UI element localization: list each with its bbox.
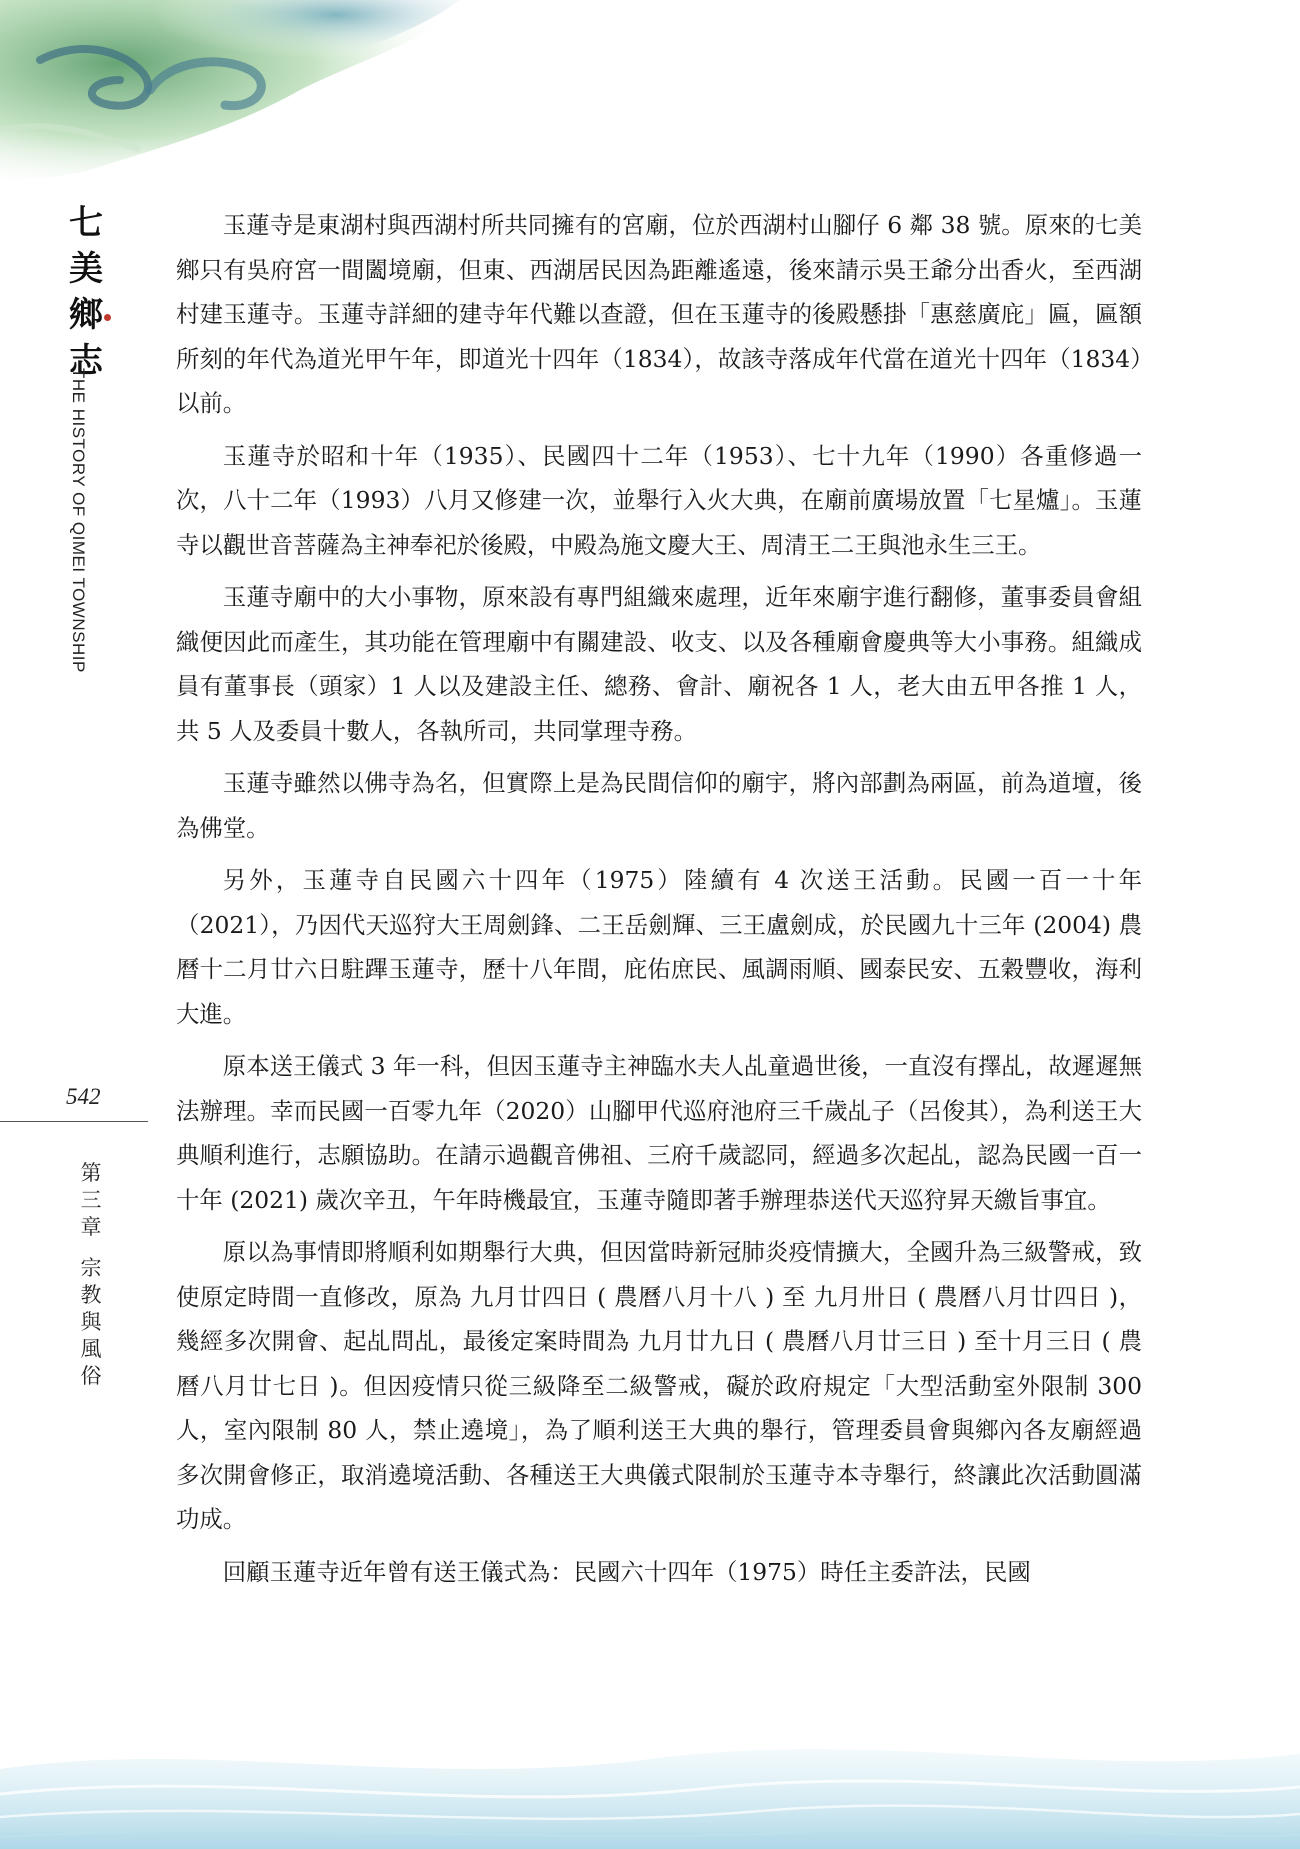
chapter-char: 與 bbox=[80, 1310, 102, 1334]
chapter-char: 宗 bbox=[80, 1256, 102, 1280]
paragraph: 玉蓮寺是東湖村與西湖村所共同擁有的宮廟，位於西湖村山腳仔 6 鄰 38 號。原來的七美鄉只有吳府宮一間闔境廟，但東、西湖居民因為距離遙遠，後來請示吳王爺分出香火，至西湖村建玉蓮寺。玉蓮寺詳細的建寺年代難以查證，但在玉蓮寺的後殿懸掛「惠慈廣庇」匾，匾額所刻的年代為道光甲午年，即道光十四年（1834），故該寺落成年代當在道光十四年（1834）以前。 bbox=[176, 211, 1142, 417]
chapter-char: 教 bbox=[80, 1283, 102, 1307]
page-number-divider bbox=[0, 1121, 148, 1122]
english-book-title: THE HISTORY OF QIMEI TOWNSHIP bbox=[69, 368, 88, 673]
book-title-char: 鄉 bbox=[69, 295, 103, 335]
chapter-label bbox=[78, 1160, 104, 1390]
paragraph: 玉蓮寺雖然以佛寺為名，但實際上是為民間信仰的廟宇，將內部劃為兩區，前為道壇，後為佛堂。 bbox=[176, 769, 1142, 842]
body-text bbox=[176, 203, 1142, 1602]
chapter-char: 第 bbox=[80, 1161, 102, 1185]
paragraph: 回顧玉蓮寺近年曾有送王儀式為：民國六十四年（1975）時任主委許法，民國 bbox=[222, 1557, 1031, 1586]
book-title bbox=[64, 200, 108, 384]
book-title-char: 七 bbox=[69, 203, 103, 243]
top-landscape-illustration bbox=[0, 0, 560, 200]
chapter-char: 章 bbox=[80, 1215, 102, 1239]
paragraph: 另外，玉蓮寺自民國六十四年（1975）陸續有 4 次送王活動。民國一百一十年（2021），乃因代天巡狩大王周劍鋒、二王岳劍輝、三王盧劍成，於民國九十三年 (2004) 農曆十二月廿六日駐蹕玉蓮寺，歷十八年間，庇佑庶民、風調雨順、國泰民安、五穀豐收，海利大進。 bbox=[176, 866, 1142, 1028]
paragraph: 原以為事情即將順利如期舉行大典，但因當時新冠肺炎疫情擴大，全國升為三級警戒，致使原定時間一直修改，原為 九月廿四日 ( 農曆八月十八 ) 至 九月卅日 ( 農曆八月廿四日 )，幾經多次開會、起乩問乩，最後定案時間為 九月廿九日 ( 農曆八月廿三日 ) 至十月三日 ( 農曆八月廿七日 )。但因疫情只從三級降至二級警戒，礙於政府規定「大型活動室外限制 300 人，室內限制 80 人，禁止遶境」，為了順利送王大典的舉行，管理委員會與鄉內各友廟經過多次開會修正，取消遶境活動、各種送王大典儀式限制於玉蓮寺本寺舉行，終讓此次活動圓滿功成。 bbox=[176, 1238, 1142, 1533]
bottom-wave-decoration bbox=[0, 1699, 1300, 1849]
title-seal-dot bbox=[104, 314, 111, 321]
book-title-char: 志 bbox=[69, 341, 103, 381]
chapter-char: 三 bbox=[80, 1188, 102, 1212]
paragraph: 玉蓮寺廟中的大小事物，原來設有專門組織來處理，近年來廟宇進行翻修，董事委員會組織便因此而產生，其功能在管理廟中有關建設、收支、以及各種廟會慶典等大小事務。組織成員有董事長（頭家）1 人以及建設主任、總務、會計、廟祝各 1 人，老大由五甲各推 1 人，共 5 人及委員十數人，各執所司，共同掌理寺務。 bbox=[176, 583, 1142, 745]
book-title-char: 美 bbox=[69, 249, 103, 289]
chapter-char: 俗 bbox=[80, 1364, 102, 1388]
chapter-char: 風 bbox=[80, 1337, 102, 1361]
paragraph: 玉蓮寺於昭和十年（1935）、民國四十二年（1953）、七十九年（1990）各重修過一次，八十二年（1993）八月又修建一次，並舉行入火大典，在廟前廣場放置「七星爐」。玉蓮寺以觀世音菩薩為主神奉祀於後殿，中殿為施文慶大王、周清王二王與池永生三王。 bbox=[176, 441, 1142, 559]
paragraph: 原本送王儀式 3 年一科，但因玉蓮寺主神臨水夫人乩童過世後，一直沒有擇乩，故遲遲無法辦理。幸而民國一百零九年（2020）山腳甲代巡府池府三千歲乩子（呂俊其），為利送王大典順利進行，志願協助。在請示過觀音佛祖、三府千歲認同，經過多次起乩，認為民國一百一十年 (2021) 歲次辛丑，午年時機最宜，玉蓮寺隨即著手辦理恭送代天巡狩昇天繳旨事宜。 bbox=[176, 1052, 1142, 1214]
page-number: 542 bbox=[66, 1084, 101, 1109]
